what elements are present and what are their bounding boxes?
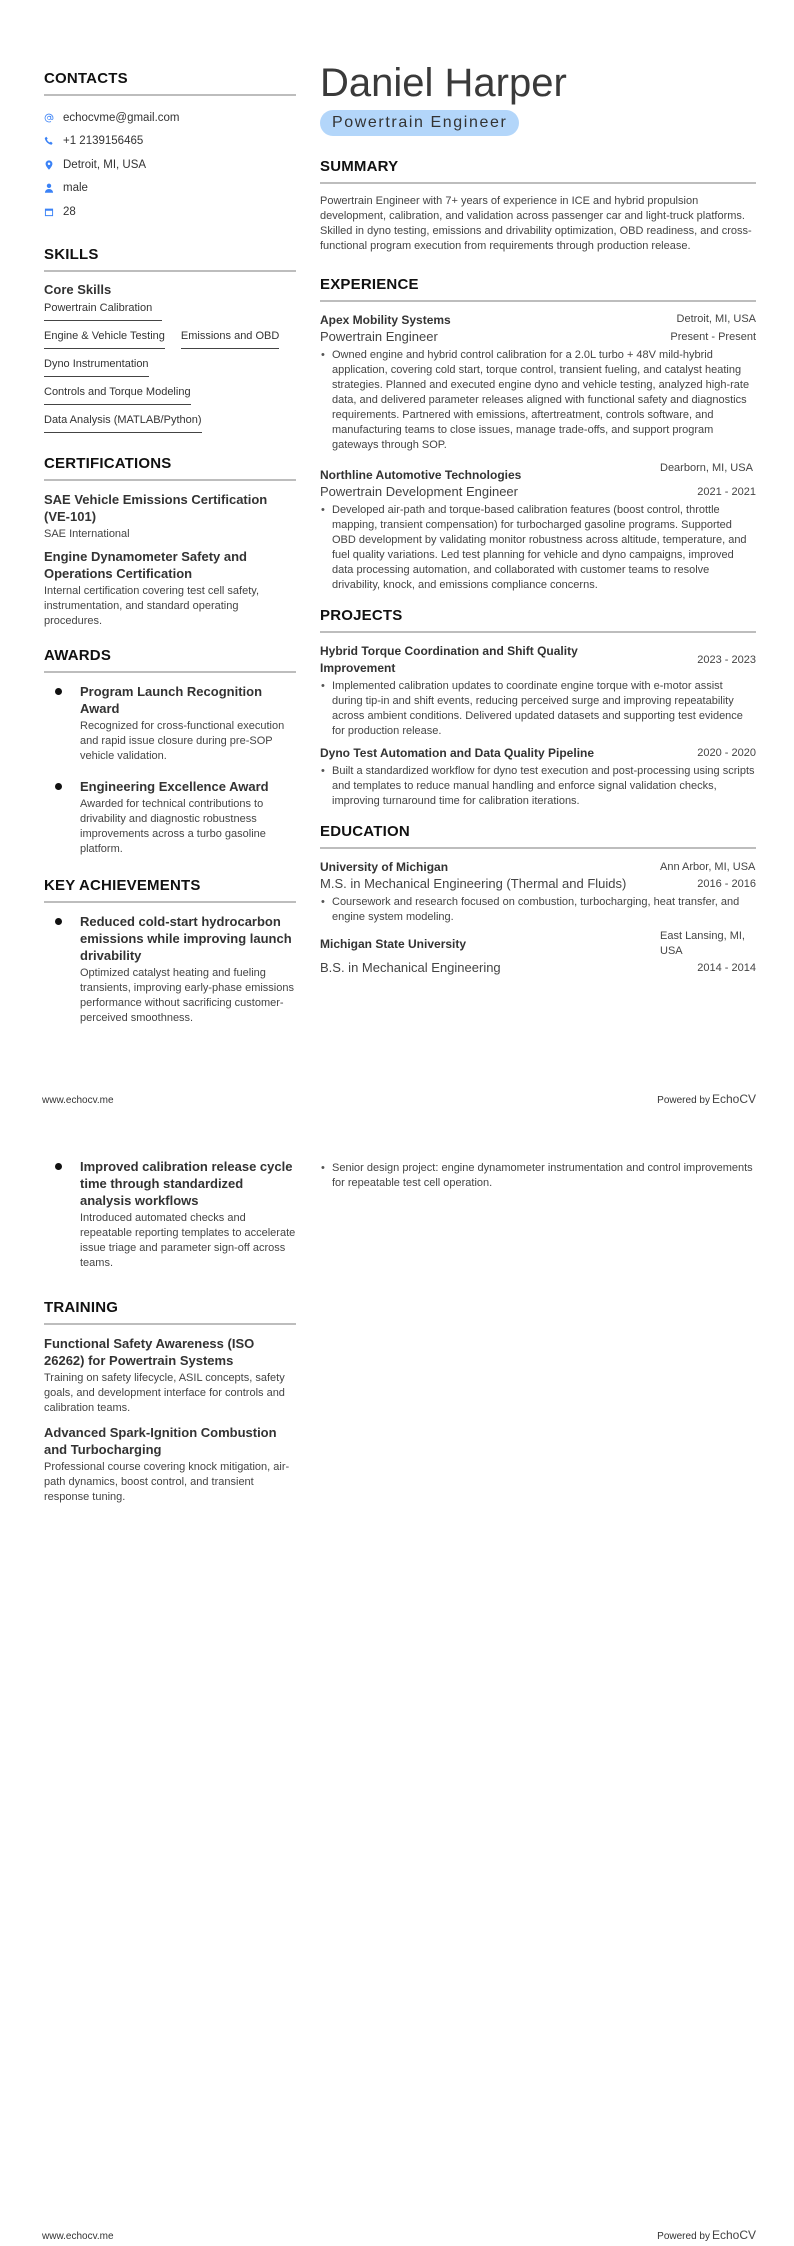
project-bullet: • Implemented calibration updates to coordinate engine torque with e-motor assist during tip-in and shift events, reducing perceived surge and improving repeatability across ambient conditions. Delivered updated datasets and supporting test evidence for production release. xyxy=(320,679,756,739)
section-title: CERTIFICATIONS xyxy=(44,455,296,481)
resume-page-2 xyxy=(0,1123,794,2246)
candidate-name: Daniel Harper xyxy=(320,61,567,105)
bullet-icon xyxy=(44,683,80,772)
skills-group-title: Core Skills xyxy=(44,281,112,297)
experience-section xyxy=(320,276,756,593)
section-title: AWARDS xyxy=(44,647,296,673)
project-dates: 2020 - 2020 xyxy=(697,747,756,759)
email-icon xyxy=(44,113,54,123)
contact-gender xyxy=(44,177,296,201)
section-title: EDUCATION xyxy=(320,823,756,849)
achievements-section xyxy=(44,877,296,1034)
skill-item: Engine & Vehicle Testing xyxy=(44,327,165,349)
skills-list xyxy=(44,299,296,439)
footer-powered-by xyxy=(657,1092,756,1106)
bullet-icon xyxy=(44,778,80,865)
school-name: Michigan State University xyxy=(320,937,467,951)
awards-section xyxy=(44,647,296,865)
powered-by-label: Powered by xyxy=(657,2231,710,2242)
left-column-continued xyxy=(44,1158,296,1513)
section-title: KEY ACHIEVEMENTS xyxy=(44,877,296,903)
job-title: Powertrain Development Engineer xyxy=(320,484,518,499)
training-section xyxy=(44,1299,296,1505)
right-column xyxy=(320,62,756,977)
job-title: Powertrain Engineer xyxy=(320,329,438,344)
footer-brand: EchoCV xyxy=(711,1092,756,1106)
experience-item xyxy=(320,312,756,453)
phone-icon xyxy=(44,136,54,146)
contact-location-value: Detroit, MI, USA xyxy=(63,158,147,171)
skill-item: Controls and Torque Modeling xyxy=(44,383,191,405)
section-title: SUMMARY xyxy=(320,158,756,184)
page-footer xyxy=(42,1092,756,1106)
section-title: PROJECTS xyxy=(320,607,756,633)
location-icon xyxy=(44,160,54,170)
award-item xyxy=(44,683,296,772)
company-name: Northline Automotive Technologies xyxy=(320,468,522,482)
achievement-item xyxy=(44,913,296,1034)
contact-location xyxy=(44,153,296,177)
project-name: Hybrid Torque Coordination and Shift Quality Improvement xyxy=(320,644,578,675)
skill-item: Emissions and OBD xyxy=(181,327,279,349)
skill-item: Data Analysis (MATLAB/Python) xyxy=(44,411,202,433)
footer-website-link[interactable]: www.echocv.me xyxy=(42,2231,114,2242)
section-title: CONTACTS xyxy=(44,70,296,96)
certification-name: SAE Vehicle Emissions Certification (VE-101) xyxy=(44,491,268,524)
school-name: University of Michigan xyxy=(320,860,449,874)
certification-detail: Internal certification covering test cell safety, instrumentation, and standard operating procedures. xyxy=(44,584,260,627)
skill-item: Powertrain Calibration xyxy=(44,299,162,321)
contacts-section xyxy=(44,70,296,224)
award-name: Engineering Excellence Award xyxy=(80,778,269,794)
achievement-detail: Introduced automated checks and repeatable reporting templates to accelerate issue triage and parameter sign-off across teams. xyxy=(80,1212,296,1269)
project-name: Dyno Test Automation and Data Quality Pipeline xyxy=(320,745,595,760)
contact-phone-value: +1 2139156465 xyxy=(63,135,144,148)
education-item xyxy=(320,929,756,977)
training-detail: Training on safety lifecycle, ASIL concepts, safety goals, and development interface for controls and calibration teams. xyxy=(44,1372,285,1414)
award-name: Program Launch Recognition Award xyxy=(80,683,263,716)
award-detail: Awarded for technical contributions to drivability and diagnostic robustness improvements across a turbo gasoline platform. xyxy=(80,797,266,855)
section-title: TRAINING xyxy=(44,1299,296,1325)
contact-email[interactable] xyxy=(44,106,296,130)
job-bullet: • Developed air-path and torque-based calibration features (boost control, throttle mapping, transient compensation) for turbocharged gasoline programs. Supported OBD development by validating monitor robustness across altitude, temperature, and fuel quality variations. Led test planning for vehicle and dyno campaigns, improved data processing automation, and collaborated with customer teams to resolve drivability, knock, and emissions compliance concerns. xyxy=(320,503,756,593)
page-footer xyxy=(42,2228,756,2242)
powered-by-label: Powered by xyxy=(657,1095,710,1106)
education-dates: 2016 - 2016 xyxy=(697,878,756,890)
award-detail: Recognized for cross-functional execution and rapid issue closure during pre-SOP vehicle validation. xyxy=(80,719,285,762)
company-name: Apex Mobility Systems xyxy=(320,313,451,327)
section-title: EXPERIENCE xyxy=(320,276,756,302)
degree: M.S. in Mechanical Engineering (Thermal and Fluids) xyxy=(320,876,627,891)
contact-age xyxy=(44,200,296,224)
job-dates: 2021 - 2021 xyxy=(697,486,756,498)
company-location: Dearborn, MI, USA xyxy=(660,462,753,474)
section-title: SKILLS xyxy=(44,246,296,272)
left-column xyxy=(44,70,296,1040)
calendar-icon xyxy=(44,207,54,217)
training-detail: Professional course covering knock mitigation, air-path dynamics, boost control, and transient response tuning. xyxy=(44,1461,290,1503)
contact-gender-value: male xyxy=(63,182,88,195)
bullet-icon xyxy=(44,913,80,1034)
person-icon xyxy=(44,183,54,193)
skill-item: Dyno Instrumentation xyxy=(44,355,149,377)
education-bullet: • Coursework and research focused on combustion, turbocharging, heat transfer, and engine system modeling. xyxy=(320,895,756,925)
achievement-name: Improved calibration release cycle time through standardized analysis workflows xyxy=(80,1159,293,1208)
contact-age-value: 28 xyxy=(63,205,76,218)
footer-brand: EchoCV xyxy=(711,2228,756,2242)
company-location: Detroit, MI, USA xyxy=(676,313,756,325)
bullet-icon xyxy=(44,1158,80,1279)
achievement-item xyxy=(44,1158,296,1279)
certification-name: Engine Dynamometer Safety and Operations Certification xyxy=(44,548,247,581)
project-dates: 2023 - 2023 xyxy=(697,654,756,666)
footer-website-link[interactable]: www.echocv.me xyxy=(42,1095,114,1106)
degree: B.S. in Mechanical Engineering xyxy=(320,960,501,975)
education-bullet: • Senior design project: engine dynamometer instrumentation and control improvements for repeatable test cell operation. xyxy=(320,1161,756,1191)
training-name: Advanced Spark-Ignition Combustion and Turbocharging xyxy=(44,1425,277,1457)
achievement-name: Reduced cold-start hydrocarbon emissions while improving launch drivability xyxy=(80,913,292,963)
education-dates: 2014 - 2014 xyxy=(697,962,756,974)
school-location: Ann Arbor, MI, USA xyxy=(660,860,756,873)
achievement-detail: Optimized catalyst heating and fueling transients, improving early-phase emissions performance without sacrificing customer-perceived smoothness. xyxy=(80,966,294,1024)
education-item xyxy=(320,859,756,925)
project-item xyxy=(320,744,756,809)
school-location: East Lansing, MI, USA xyxy=(660,930,745,957)
footer-powered-by xyxy=(657,2228,756,2242)
projects-section xyxy=(320,607,756,809)
skills-section xyxy=(44,246,296,439)
contact-phone[interactable] xyxy=(44,130,296,154)
project-item xyxy=(320,643,756,739)
award-item xyxy=(44,778,296,865)
summary-section xyxy=(320,158,756,254)
certification-issuer: SAE International xyxy=(44,527,130,540)
project-bullet: • Built a standardized workflow for dyno test execution and post-processing using scripts and templates to reduce manual handling and enforce signal validation checks, improving turnaround time for calibration iterations. xyxy=(320,764,756,809)
education-section xyxy=(320,823,756,977)
right-column-continued xyxy=(320,1159,756,1199)
certifications-section xyxy=(44,455,296,629)
role-badge: Powertrain Engineer xyxy=(320,110,519,136)
job-dates: Present - Present xyxy=(670,331,756,343)
summary-paragraph: Skilled in dyno testing, emissions and drivability optimization, OBD readiness, and cross-functional program execution from requirements through production release. xyxy=(320,225,752,252)
experience-item xyxy=(320,461,756,593)
job-bullet: • Owned engine and hybrid control calibration for a 2.0L turbo + 48V mild-hybrid application, covering cold start, torque control, transient fueling, and catalyst heating strategies. Planned and executed engine dyno and vehicle testing, analyzed high-rate data, and delivered parameter releases aligned with functional safety and diagnostics requirements. Partnered with emissions, aftertreatment, controls software, and manufacturing teams to close issues, manage trade-offs, and support program gateways through SOP. xyxy=(320,348,756,453)
training-name: Functional Safety Awareness (ISO 26262) for Powertrain Systems xyxy=(44,1336,255,1368)
contact-email-value: echocvme@gmail.com xyxy=(63,111,180,124)
summary-paragraph: Powertrain Engineer with 7+ years of experience in ICE and hybrid propulsion development, calibration, and validation across passenger car and light-truck platforms. xyxy=(320,195,745,222)
